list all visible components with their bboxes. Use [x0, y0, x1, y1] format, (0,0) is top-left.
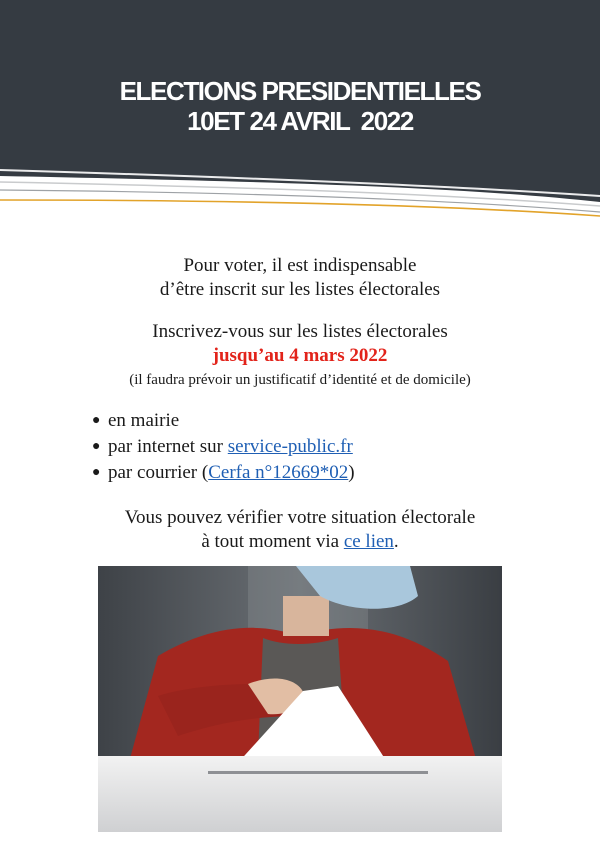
verify-line-2: [0, 530, 600, 554]
bullet-icon: ●: [92, 439, 101, 454]
registration-line: Inscrivez-vous sur les listes électorales: [152, 321, 448, 342]
registration-block: [0, 320, 600, 390]
voter-illustration: [98, 566, 502, 832]
intro-line-2: d’être inscrit sur les listes électorales: [159, 279, 441, 300]
verify-suffix: .: [393, 531, 399, 552]
method-internet-label: par internet sur: [108, 436, 228, 457]
header-banner: [0, 0, 600, 230]
verify-prefix: à tout moment via: [201, 531, 344, 552]
registration-methods-list: [92, 408, 355, 486]
verify-link[interactable]: ce lien: [343, 531, 394, 552]
bullet-icon: ●: [92, 465, 101, 480]
page-title: [0, 76, 600, 136]
ballot-box-photo: [98, 566, 502, 832]
list-item: [92, 434, 355, 460]
verify-line-1: Vous pouvez vérifier votre situation électorale: [124, 507, 476, 528]
registration-deadline: jusqu’au 4 mars 2022: [212, 345, 388, 366]
intro-line-1: Pour voter, il est indispensable: [183, 255, 417, 276]
bullet-icon: ●: [92, 413, 101, 428]
documents-note: (il faudra prévoir un justificatif d’identité et de domicile): [129, 372, 471, 388]
list-item: [92, 460, 355, 486]
method-in-person: en mairie: [108, 410, 180, 431]
method-mail-label: par courrier (: [108, 462, 209, 483]
list-item: [92, 408, 355, 434]
title-line-1: ELECTIONS PRESIDENTIELLES: [119, 76, 481, 106]
title-line-2: 10ET 24 AVRIL 2022: [187, 106, 413, 136]
intro-text: [0, 254, 600, 302]
service-public-link[interactable]: service-public.fr: [227, 436, 353, 457]
cerfa-form-link[interactable]: Cerfa n°12669*02: [208, 462, 349, 483]
method-mail-suffix: ): [348, 462, 355, 483]
verify-status-text: [0, 506, 600, 554]
